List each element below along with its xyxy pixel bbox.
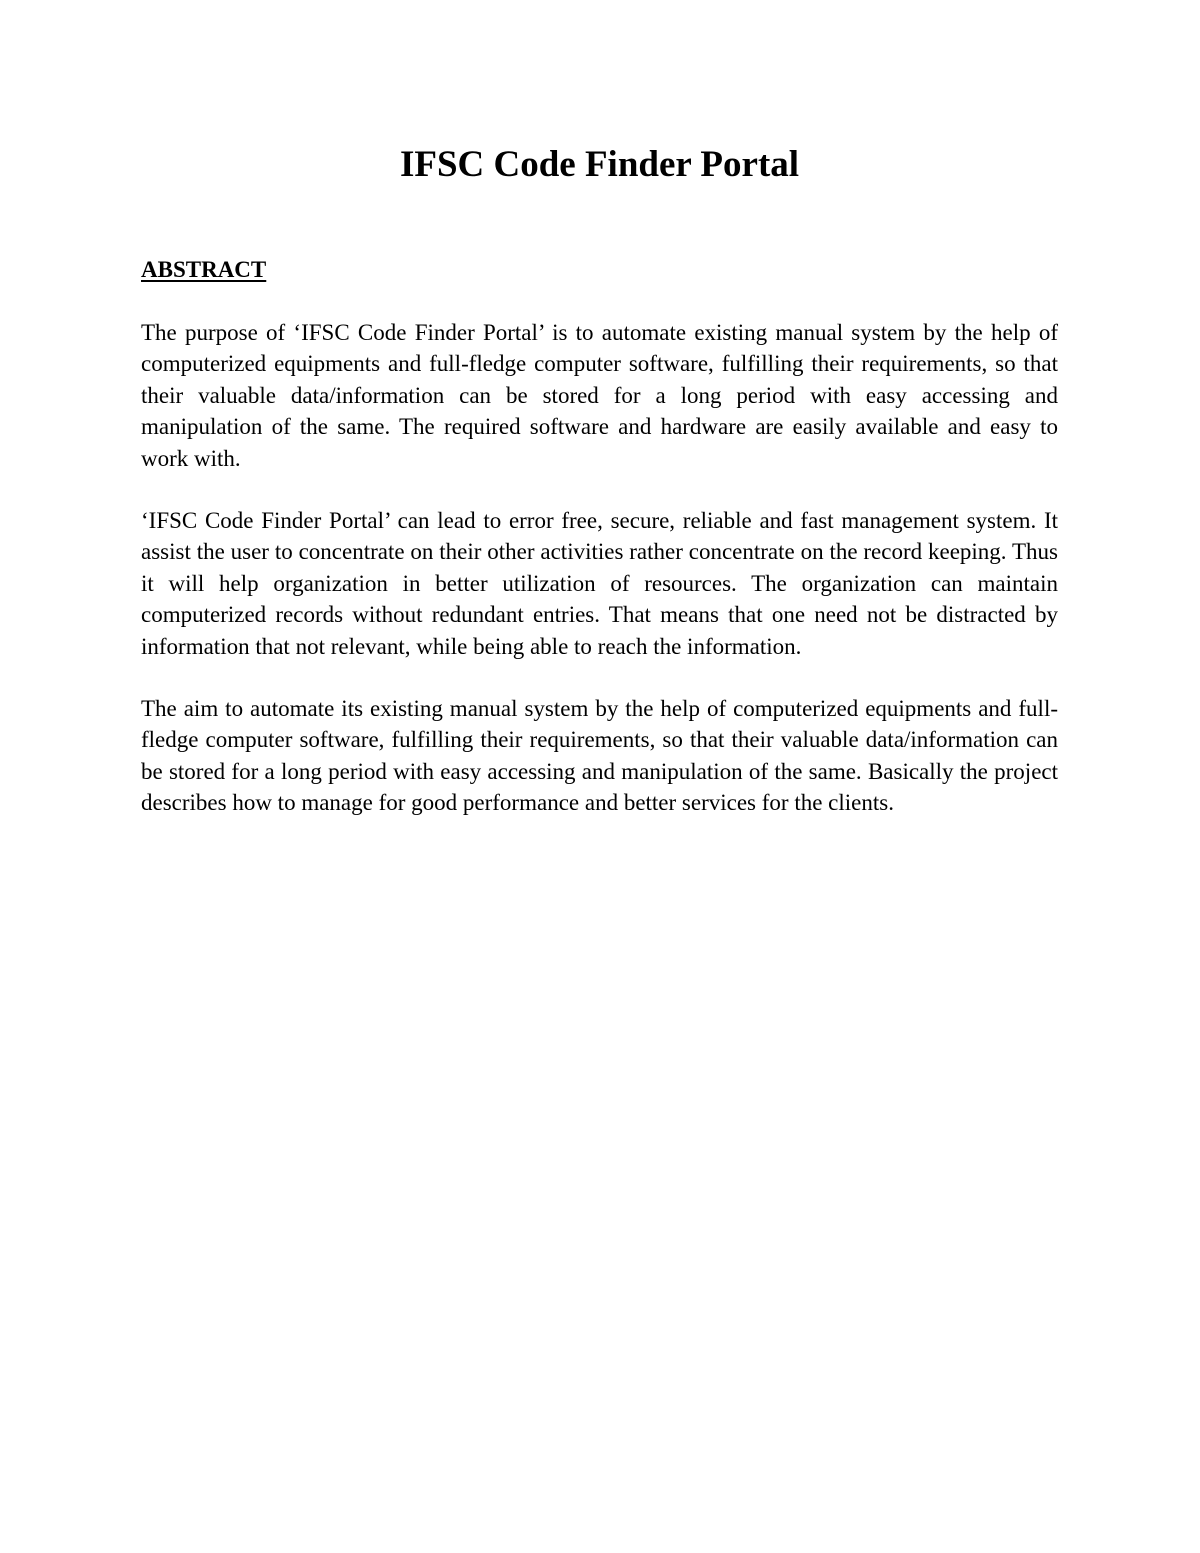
document-title: IFSC Code Finder Portal xyxy=(399,144,800,185)
document-content xyxy=(141,138,1058,819)
abstract-paragraph-1: The purpose of ‘IFSC Code Finder Portal’ is to automate existing manual system by the help of computerized equipments and full-fledge computer software, fulfilling their requirements, so that their valuable data/information can be stored for a long period with easy accessing and manipulation of the same. The required software and hardware are easily available and easy to work with. xyxy=(141,320,1058,471)
abstract-paragraph-3: The aim to automate its existing manual system by the help of computerized equipments and full-fledge computer software, fulfilling their requirements, so that their valuable data/information can be stored for a long period with easy accessing and manipulation of the same. Basically the project describes how to manage for good performance and better services for the clients. xyxy=(141,696,1058,816)
section-heading-abstract: ABSTRACT xyxy=(141,257,267,282)
abstract-paragraph-2: ‘IFSC Code Finder Portal’ can lead to error free, secure, reliable and fast management system. It assist the user to concentrate on their other activities rather concentrate on the record keeping. Thus it will help organization in better utilization of resources. The organization can maintain computerized records without redundant entries. That means that one need not be distracted by information that not relevant, while being able to reach the information. xyxy=(141,508,1058,659)
